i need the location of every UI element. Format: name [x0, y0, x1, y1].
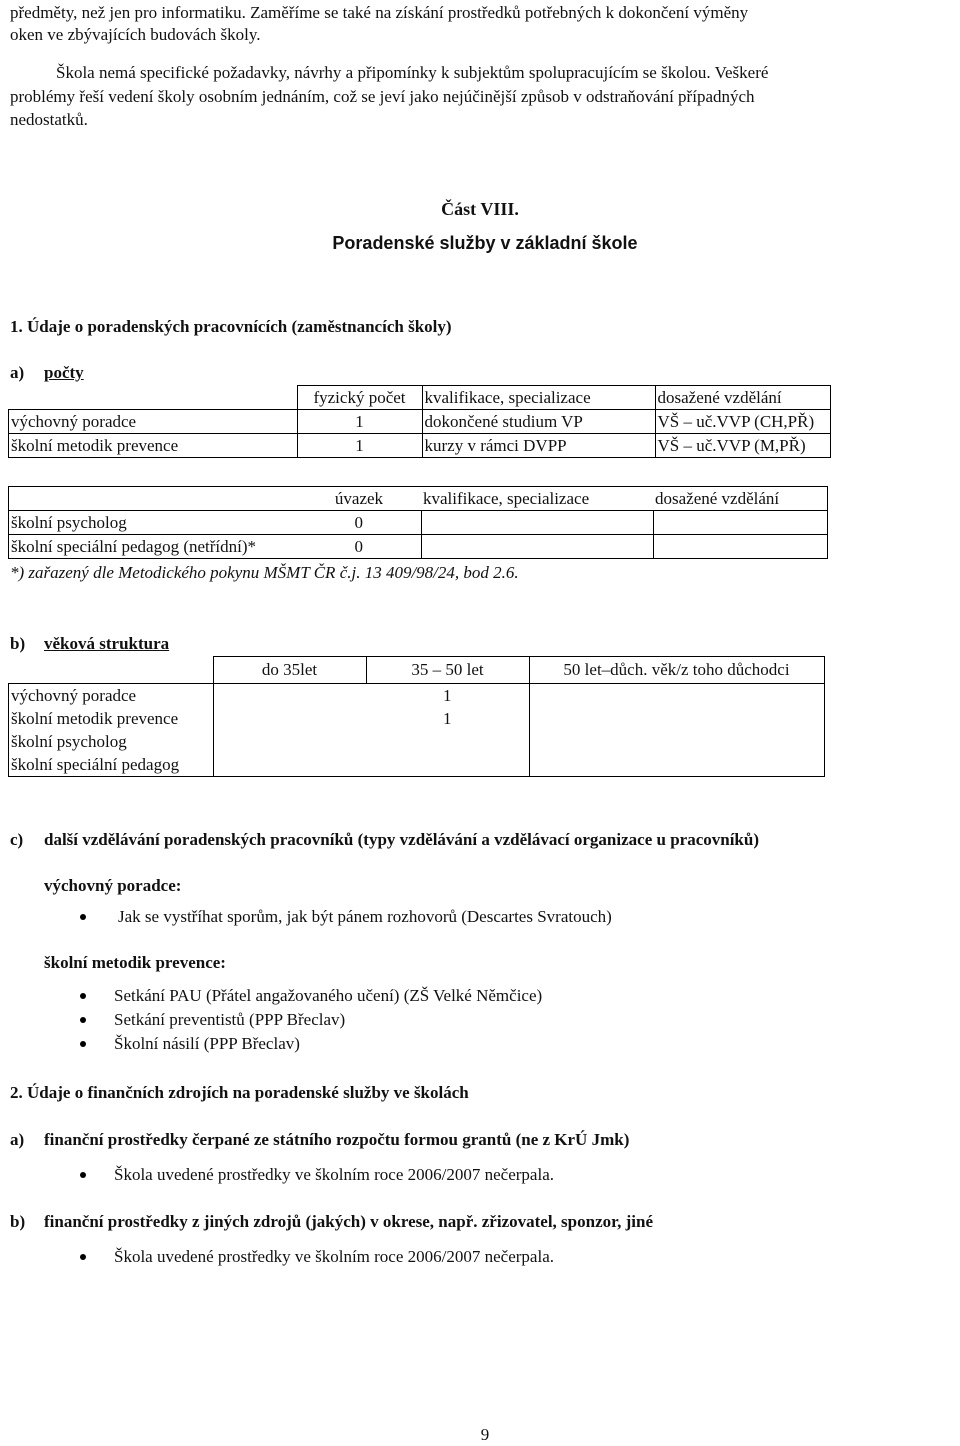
- table-cell: [213, 684, 366, 708]
- page-number: 9: [480, 1425, 490, 1444]
- table-cell: školní metodik prevence: [9, 707, 214, 730]
- table-cell: [653, 535, 828, 559]
- table-header-cell: 35 – 50 let: [366, 657, 529, 684]
- table-header-cell: fyzický počet: [297, 386, 422, 410]
- intro-line-1: předměty, než jen pro informatiku. Zaměříme se také na získání prostředků potřebných k dokončení výměny: [10, 3, 749, 22]
- subsection-b-title: věková struktura: [44, 634, 170, 653]
- table-cell: 1: [297, 410, 422, 434]
- table-cell: [529, 753, 824, 777]
- table-cell: 0: [297, 511, 421, 535]
- part-title: Část VIII.: [441, 199, 519, 219]
- bullet-icon: [80, 1254, 86, 1260]
- table-row: [9, 434, 831, 458]
- table-cell: [9, 386, 298, 410]
- intro-line-4: problémy řeší vedení školy osobním jednáním, což se jeví jako nejúčinější způsob v odstraňování případných: [10, 87, 755, 106]
- table-cell: [213, 730, 366, 753]
- table-cell: [529, 707, 824, 730]
- intro-line-5: nedostatků.: [10, 110, 88, 129]
- table-cell: VŠ – uč.VVP (CH,PŘ): [655, 410, 830, 434]
- subsection-2b-title: finanční prostředky z jiných zdrojů (jakých) v okrese, např. zřizovatel, sponzor, jiné: [44, 1212, 653, 1231]
- table-row: [9, 410, 831, 434]
- table-cell: [529, 730, 824, 753]
- table-header-cell: kvalifikace, specializace: [422, 386, 655, 410]
- intro-line-3: Škola nemá specifické požadavky, návrhy a připomínky k subjektům spolupracujícím se školou. Veškeré: [56, 63, 769, 82]
- part-subtitle: Poradenské služby v základní škole: [332, 233, 638, 253]
- section-1-heading: 1. Údaje o poradenských pracovnících (zaměstnancích školy): [10, 317, 452, 336]
- subsection-a-title: počty: [44, 363, 84, 382]
- table-cell: výchovný poradce: [9, 410, 298, 434]
- table-cell: [213, 753, 366, 777]
- table-row: [9, 511, 828, 535]
- counselor-item: Jak se vystříhat sporům, jak být pánem rozhovorů (Descartes Svratouch): [118, 907, 612, 926]
- bullet-icon: [80, 1041, 86, 1047]
- funding-b-item: Škola uvedené prostředky ve školním roce 2006/2007 nečerpala.: [114, 1247, 554, 1266]
- table-cell: [213, 707, 366, 730]
- table-header-cell: dosažené vzdělání: [653, 487, 828, 511]
- table-header-cell: 50 let–důch. věk/z toho důchodci: [529, 657, 824, 684]
- funding-a-item: Škola uvedené prostředky ve školním roce 2006/2007 nečerpala.: [114, 1165, 554, 1184]
- table-cell: 1: [443, 708, 452, 728]
- table-cell: školní metodik prevence: [9, 434, 298, 458]
- counts-table: [8, 385, 831, 458]
- table-cell: [421, 535, 653, 559]
- table-header-cell: úvazek: [297, 487, 421, 511]
- table-cell: [421, 511, 653, 535]
- table-cell: 0: [297, 535, 421, 559]
- table-cell: 1: [297, 434, 422, 458]
- table-cell: školní psycholog: [9, 511, 298, 535]
- table-header-row: [9, 657, 825, 684]
- table-row: [9, 684, 825, 708]
- footnote: *) zařazený dle Metodického pokynu MŠMT ČR č.j. 13 409/98/24, bod 2.6.: [10, 563, 519, 582]
- subsection-2a-title: finanční prostředky čerpané ze státního rozpočtu formou grantů (ne z KrÚ Jmk): [44, 1130, 630, 1149]
- table-cell: školní speciální pedagog (netřídní)*: [9, 535, 298, 559]
- prevention-methodist-label: školní metodik prevence:: [44, 953, 226, 972]
- table-cell: [366, 730, 529, 753]
- table-cell: [529, 684, 824, 708]
- subsection-b-label: b): [10, 634, 26, 653]
- table-cell: školní speciální pedagog: [9, 753, 214, 777]
- age-structure-table: [8, 656, 825, 777]
- bullet-icon: [80, 914, 86, 920]
- table-cell: [366, 753, 529, 777]
- table-cell: výchovný poradce: [9, 684, 214, 708]
- subsection-2a-label: a): [10, 1130, 25, 1149]
- bullet-icon: [80, 1172, 86, 1178]
- prevention-item: Setkání PAU (Přátel angažovaného učení) (ZŠ Velké Němčice): [114, 986, 543, 1005]
- subsection-c-label: c): [10, 830, 24, 849]
- bullet-icon: [80, 993, 86, 999]
- prevention-item: Setkání preventistů (PPP Břeclav): [114, 1010, 346, 1029]
- table-row: [9, 730, 825, 753]
- table-cell: školní psycholog: [9, 730, 214, 753]
- subsection-2b-label: b): [10, 1212, 26, 1231]
- workload-table: [8, 486, 828, 559]
- table-header-cell: kvalifikace, specializace: [421, 487, 653, 511]
- table-cell: [653, 511, 828, 535]
- bullet-icon: [80, 1017, 86, 1023]
- table-row: [9, 707, 825, 730]
- table-cell: [9, 657, 214, 684]
- table-cell: [9, 487, 298, 511]
- table-cell: kurzy v rámci DVPP: [422, 434, 655, 458]
- table-cell: 1: [366, 684, 529, 708]
- prevention-item: Školní násilí (PPP Břeclav): [114, 1034, 300, 1053]
- table-row: [9, 753, 825, 777]
- intro-line-2: oken ve zbývajících budovách školy.: [10, 25, 261, 44]
- section-2-heading: 2. Údaje o finančních zdrojích na poradenské služby ve školách: [10, 1083, 469, 1102]
- table-header-row: [9, 386, 831, 410]
- table-header-row: [9, 487, 828, 511]
- table-header-cell: dosažené vzdělání: [655, 386, 830, 410]
- subsection-c-title: další vzdělávání poradenských pracovníků (typy vzdělávání a vzdělávací organizace u pracovníků): [44, 830, 759, 849]
- table-row: [9, 535, 828, 559]
- table-header-cell: do 35let: [213, 657, 366, 684]
- table-cell: VŠ – uč.VVP (M,PŘ): [655, 434, 830, 458]
- table-cell: dokončené studium VP: [422, 410, 655, 434]
- counselor-label: výchovný poradce:: [44, 876, 182, 895]
- subsection-a-label: a): [10, 363, 25, 382]
